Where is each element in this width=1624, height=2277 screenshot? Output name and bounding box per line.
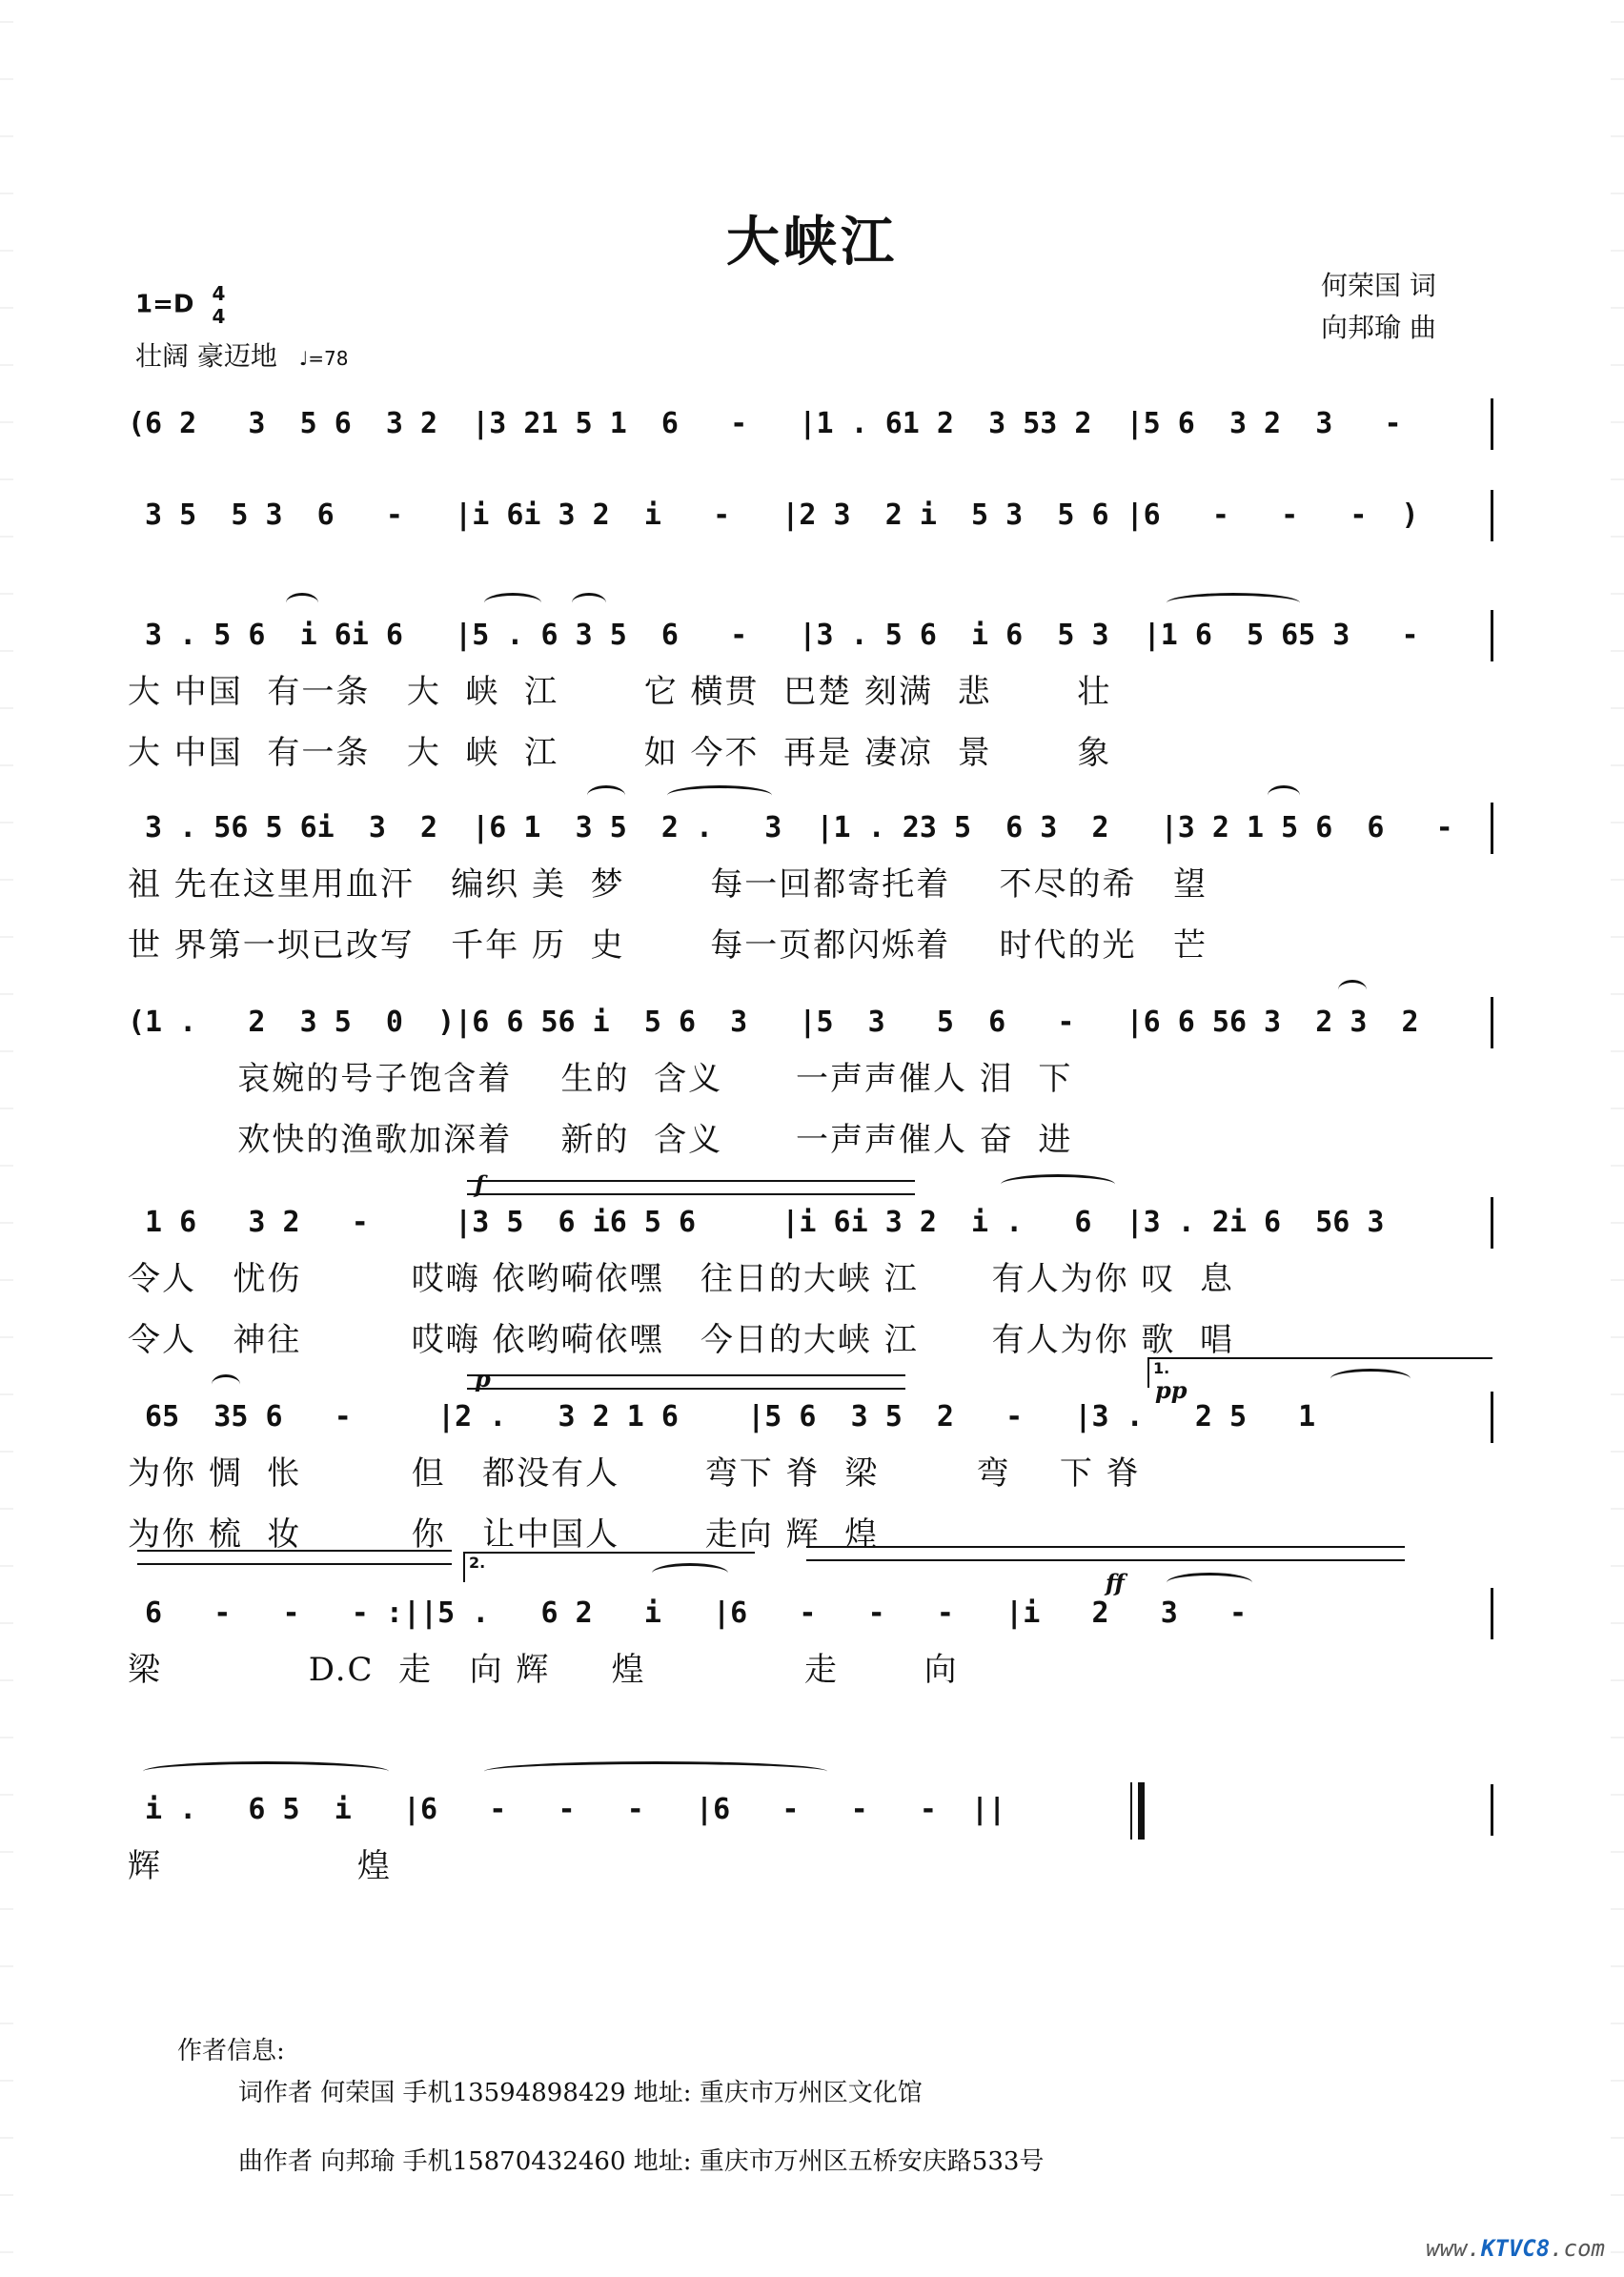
lyricist-contact: 词作者 何荣国 手机13594898429 地址: 重庆市万州区文化馆 (238, 2079, 923, 2107)
notation-row: i . 6 5 i |6 - - - |6 - - - || (128, 1784, 1493, 1836)
notation-row: 3 . 56 5 6i 3 2 |6 1 3 5 2 . 3 |1 . 23 5 6 3 2 |3 2 1 5 6 6 - (128, 803, 1493, 854)
slur (1167, 1573, 1252, 1593)
slur (572, 593, 606, 613)
lyric-line: 祖 先在这里用血汗 编织 美 梦 每一回都寄托着 不尽的希 望 (128, 865, 1208, 904)
credits (1321, 265, 1436, 349)
dynamic-mark: f (475, 1170, 485, 1198)
crescendo-hairpin (467, 1374, 905, 1390)
song-title: 大峡江 (726, 211, 898, 274)
slur (587, 785, 625, 805)
crescendo-hairpin (806, 1546, 1405, 1561)
composer-contact: 曲作者 向邦瑜 手机15870432460 地址: 重庆市万州区五桥安庆路533号 (238, 2147, 1045, 2176)
dynamic-mark: p (475, 1365, 491, 1393)
tempo-text: 壮阔 豪迈地 (135, 340, 277, 372)
crescendo-hairpin (467, 1180, 915, 1195)
time-signature (213, 282, 226, 328)
notation-row: 6 - - - :||5 . 6 2 i |6 - - - |i 2 3 - (128, 1588, 1493, 1639)
volta-bracket-1: 1. (1147, 1357, 1492, 1388)
time-sig-top: 4 (212, 282, 226, 305)
left-edge-watermark (0, 0, 13, 2277)
lyric-line: 梁 D.C 走 向 辉 煌 走 向 (128, 1651, 959, 1689)
lyricist-credit: 何荣国 词 (1321, 270, 1436, 301)
bpm-value: =78 (308, 347, 349, 370)
watermark-brand: KTVC8 (1480, 2235, 1551, 2262)
notation-row: (6 2 3 5 6 3 2 |3 21 5 1 6 - |1 . 61 2 3 53 2 |5 6 3 2 3 - (128, 398, 1493, 450)
dynamic-mark: pp (1155, 1376, 1188, 1404)
lyric-line: 大 中国 有一条 大 峡 江 如 今不 再是 凄凉 景 象 (128, 734, 1112, 772)
notation-row: (1 . 2 3 5 0 )|6 6 56 i 5 6 3 |5 3 5 6 - |6 6 56 3 2 3 2 (128, 997, 1493, 1048)
watermark-prefix: www. (1426, 2235, 1481, 2262)
composer-credit: 向邦瑜 曲 (1321, 312, 1436, 343)
final-barline-thin (1130, 1782, 1132, 1840)
time-sig-bottom: 4 (212, 305, 226, 328)
metronome: ♩=78 (298, 347, 349, 370)
final-barline-thick (1138, 1782, 1145, 1840)
notation-row: 3 . 5 6 i 6i 6 |5 . 6 3 5 6 - |3 . 5 6 i 6 5 3 |1 6 5 65 3 - (128, 610, 1493, 661)
lyric-line: 辉 煌 (128, 1847, 392, 1885)
author-info (177, 2030, 1044, 2183)
key-text: 1=D (135, 290, 194, 319)
slur (484, 1761, 827, 1781)
lyric-line: 为你 梳 妆 你 让中国人 走向 辉 煌 (128, 1515, 880, 1554)
slur (1268, 785, 1300, 805)
lyric-line: 欢快的渔歌加深着 新的 含义 一声声催人 奋 进 (128, 1121, 1073, 1159)
slur (1001, 1174, 1115, 1194)
slur (212, 1374, 240, 1394)
slur (143, 1761, 389, 1781)
notation-row: 65 35 6 - |2 . 3 2 1 6 |5 6 3 5 2 - |3 . 2 5 1 (128, 1392, 1493, 1443)
dynamic-mark: ff (1106, 1569, 1125, 1596)
slur (1167, 593, 1300, 613)
slur (667, 785, 772, 805)
author-info-header: 作者信息: (177, 2037, 285, 2065)
key-signature (135, 282, 225, 328)
lyric-line: 世 界第一坝已改写 千年 历 史 每一页都闪烁着 时代的光 芒 (128, 926, 1208, 965)
crescendo-hairpin (137, 1550, 452, 1565)
lyric-line: 令人 神往 哎嗨 依哟嗬依嘿 今日的大峡 江 有人为你 歌 唱 (128, 1321, 1234, 1359)
notation-row: 3 5 5 3 6 - |i 6i 3 2 i - |2 3 2 i 5 3 5 6 |6 - - - ) (128, 490, 1493, 541)
watermark-suffix: .com (1550, 2235, 1605, 2262)
volta-bracket-2: 2. (463, 1552, 755, 1582)
lyric-line: 令人 忧伤 哎嗨 依哟嗬依嘿 往日的大峡 江 有人为你 叹 息 (128, 1260, 1234, 1298)
right-edge-watermark (1611, 0, 1624, 2277)
lyric-line: 为你 惆 怅 但 都没有人 弯下 脊 梁 弯 下 脊 (128, 1454, 1141, 1493)
site-watermark (1426, 2235, 1605, 2262)
slur (286, 593, 318, 613)
slur (484, 593, 541, 613)
tempo-marking (135, 335, 348, 374)
notation-row: 1 6 3 2 - |3 5 6 i6 5 6 |i 6i 3 2 i . 6 |3 . 2i 6 56 3 (128, 1197, 1493, 1249)
lyric-line: 大 中国 有一条 大 峡 江 它 横贯 巴楚 刻满 悲 壮 (128, 673, 1112, 711)
lyric-line: 哀婉的号子饱含着 生的 含义 一声声催人 泪 下 (128, 1060, 1073, 1098)
slur (1338, 980, 1367, 1000)
